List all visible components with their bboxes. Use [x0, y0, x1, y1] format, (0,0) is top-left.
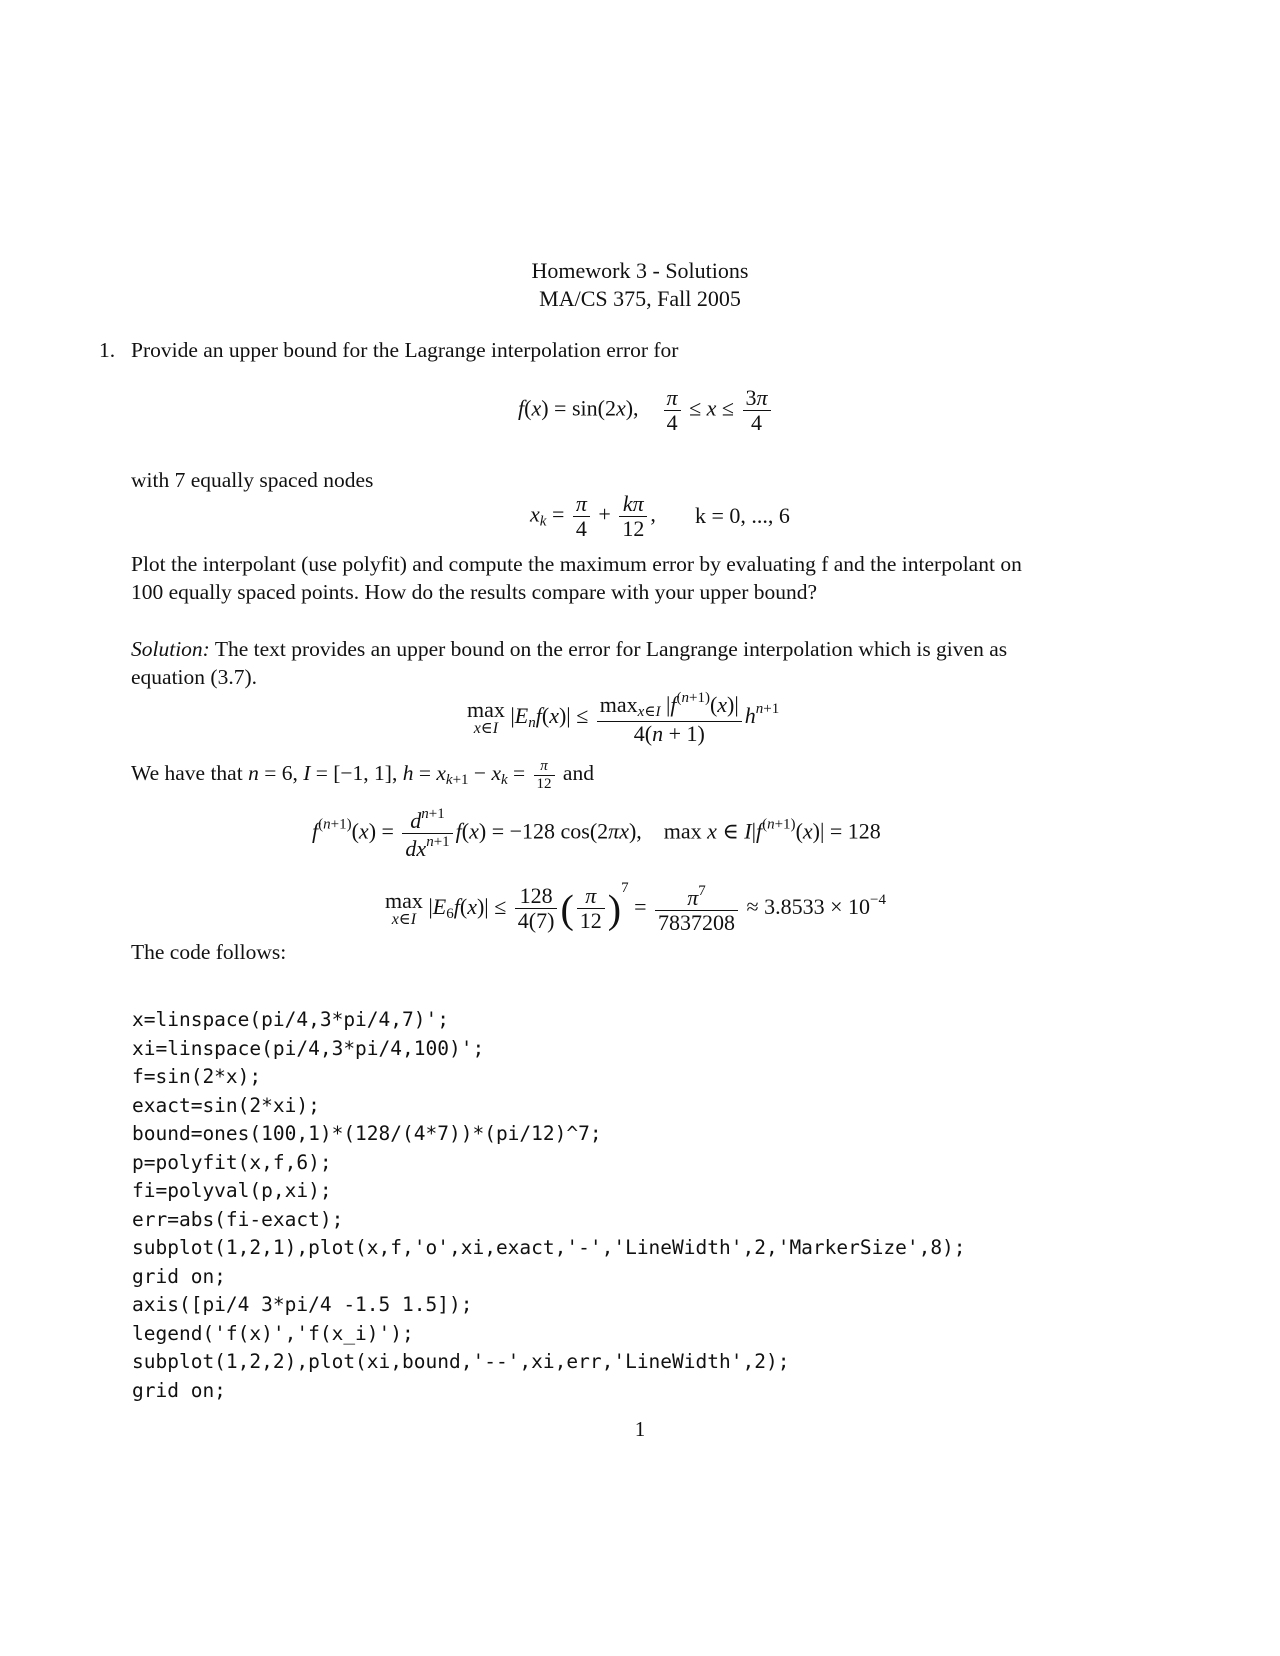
- code-line: legend('f(x)','f(x_i)');: [132, 1321, 414, 1345]
- code-line: grid on;: [132, 1378, 226, 1402]
- code-line: subplot(1,2,1),plot(x,f,'o',xi,exact,'-','LineWidth',2,'MarkerSize',8);: [132, 1236, 966, 1259]
- code-line: subplot(1,2,2),plot(xi,bound,'--',xi,err,'LineWidth',2);: [132, 1350, 790, 1373]
- denominator-value: 7837208: [658, 909, 736, 935]
- code-line: exact=sin(2*xi);: [132, 1093, 320, 1117]
- solution-label: Solution:: [131, 637, 210, 661]
- code-listing: [132, 1006, 966, 1405]
- code-line: x=linspace(pi/4,3*pi/4,7)';: [132, 1008, 449, 1031]
- nodes-range: k = 0, ..., 6: [695, 503, 790, 528]
- code-line: p=polyfit(x,f,6);: [132, 1150, 332, 1174]
- derivative-formula: $f^{(n+1)}(x)$ = $\frac{d^{n+1}}{dx^{n+1}}$ f(x) = −128 cos(2πx), max x ∈ $I|f^{(n+1)}(x)| = 128$: [312, 806, 881, 862]
- problem-number: 1.: [99, 338, 116, 362]
- code-line: axis([pi/4 3*pi/4 -1.5 1.5]);: [132, 1293, 473, 1316]
- page-number: 1: [634, 1417, 646, 1441]
- page-title: Homework 3 - Solutions: [531, 258, 749, 283]
- code-line: xi=linspace(pi/4,3*pi/4,100)';: [132, 1036, 485, 1060]
- e6-bound-formula: max x∈I $|E_6f(x)|$ ≤ $\frac{128}{4(7)}$ ( $\frac{\pi}{12}$ )$^7$ = $\frac{\pi^7}{7837208}$ ≈ $3.8533 \times 10^{-4}$: [385, 880, 886, 935]
- code-line: grid on;: [132, 1264, 226, 1288]
- function-definition: f(x) = sin(2x), $\frac{\pi}{4}$ ≤ x ≤ $\frac{3\pi}{4}$: [518, 386, 774, 435]
- nodes-formula: $x_k$ = $\frac{\pi}{4}$ + $\frac{k\pi}{12}$ ,: [530, 491, 656, 542]
- solution-line-2: equation (3.7).: [131, 665, 257, 689]
- task-line-1: Plot the interpolant (use polyfit) and compute the maximum error by evaluating f and the interpolant on: [131, 552, 1022, 576]
- approx-result: ≈ 3.8533 × 10: [746, 894, 870, 919]
- approx-exponent: −4: [870, 892, 886, 908]
- problem-prompt: Provide an upper bound for the Lagrange interpolation error for: [131, 338, 679, 362]
- solution-text: The text provides an upper bound on the error for Langrange interpolation which is given as: [209, 637, 1008, 661]
- course-subtitle: MA/CS 375, Fall 2005: [539, 286, 741, 311]
- error-bound-formula: max x∈I $|E_nf(x)|$ ≤ $\frac{\max_{x\in I} |f^{(n+1)}(x)|}{4(n + 1)}$ $h^{n+1}$: [467, 690, 780, 746]
- code-intro: The code follows:: [131, 940, 287, 964]
- code-line: f=sin(2*x);: [132, 1065, 262, 1088]
- solution-intro: [131, 635, 1007, 663]
- code-line: bound=ones(100,1)*(128/(4*7))*(pi/12)^7;: [132, 1122, 602, 1145]
- and-word: and: [562, 760, 594, 785]
- task-line-2: 100 equally spaced points. How do the results compare with your upper bound?: [131, 580, 818, 604]
- code-line: err=abs(fi-exact);: [132, 1207, 344, 1231]
- we-have-line: We have that n = 6, I = [−1, 1], $h = x_{k+1} - x_k$ = $\frac{\pi}{12}$ and: [131, 758, 594, 792]
- nodes-text: with 7 equally spaced nodes: [131, 468, 374, 492]
- code-line: fi=polyval(p,xi);: [132, 1179, 332, 1202]
